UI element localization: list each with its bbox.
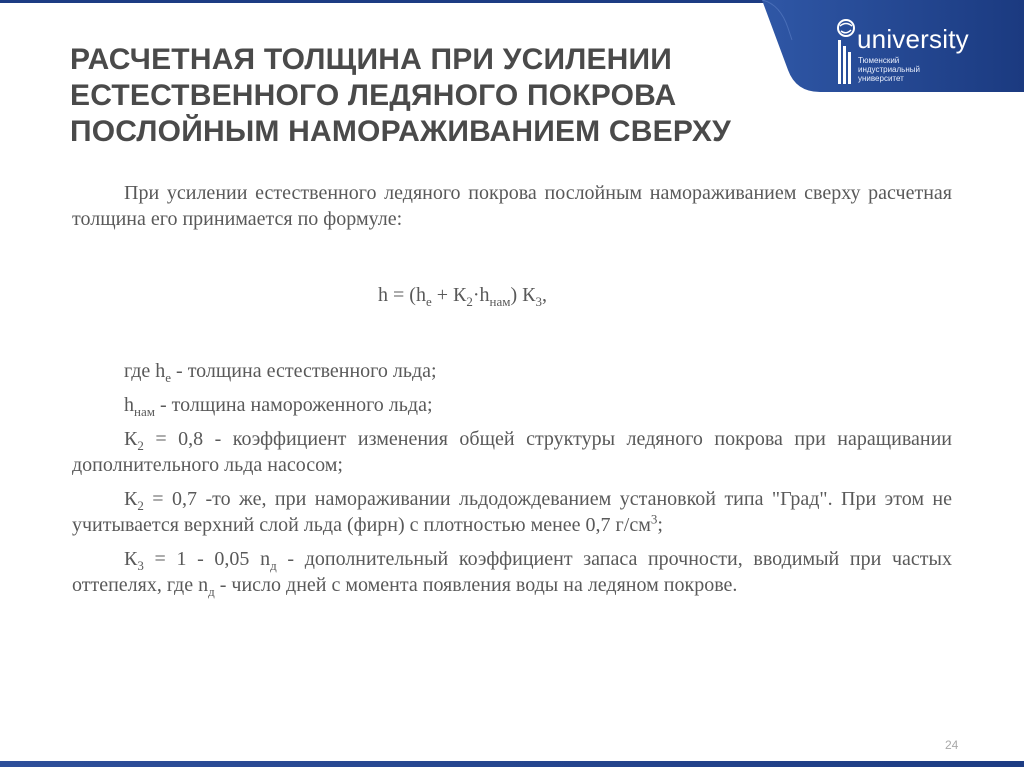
formula-part: + К xyxy=(431,284,467,306)
logo-wordmark: university xyxy=(857,24,969,54)
definition-hnam xyxy=(72,392,952,418)
definition-k2-pump xyxy=(72,426,952,478)
page-number: 24 xyxy=(945,738,959,752)
def-subscript: 3 xyxy=(137,558,144,573)
def-symbol: где h xyxy=(124,360,166,382)
formula-subscript: 2 xyxy=(466,294,473,309)
logo-subtitle-line: индустриальный xyxy=(858,65,920,74)
def-symbol: К xyxy=(124,488,138,510)
def-text: - дополнительный коэффициент запаса прочности, вводимый при частых оттепелях, где n xyxy=(72,548,952,596)
formula-part: ) К xyxy=(510,284,536,306)
formula-subscript: 3 xyxy=(535,294,542,309)
def-subscript: д xyxy=(208,584,215,599)
university-logo[interactable] xyxy=(836,18,1016,88)
def-text: ; xyxy=(657,514,663,536)
formula-subscript: нам xyxy=(489,294,511,309)
def-text: = 1 - 0,05 n xyxy=(143,548,271,570)
def-subscript: е xyxy=(165,370,172,385)
formula-part: h = (h xyxy=(378,284,426,306)
def-text: - толщина естественного льда; xyxy=(171,360,437,382)
definition-he xyxy=(72,358,952,384)
formula xyxy=(72,282,952,308)
def-text: - число дней с момента появления воды на ледяном покрове. xyxy=(214,574,738,596)
def-subscript: 2 xyxy=(137,498,144,513)
bottom-accent-line xyxy=(0,761,1024,767)
intro-paragraph: При усилении естественного ледяного покрова послойным намораживанием сверху расчетная толщина его принимается по формуле: xyxy=(72,182,952,230)
logo-subtitle-line: Тюменский xyxy=(858,56,900,65)
title-line: РАСЧЕТНАЯ ТОЛЩИНА ПРИ УСИЛЕНИИ xyxy=(70,43,673,76)
def-symbol: К xyxy=(124,428,138,450)
def-text: - толщина намороженного льда; xyxy=(154,394,433,416)
def-subscript: 2 xyxy=(137,438,144,453)
slide-title xyxy=(70,42,770,150)
logo-bars-icon xyxy=(838,40,852,84)
definition-k3 xyxy=(72,546,952,598)
globe-icon xyxy=(836,18,856,38)
def-subscript: нам xyxy=(134,404,155,419)
definition-k2-sprinkling xyxy=(72,486,952,538)
def-symbol: h xyxy=(124,394,134,416)
formula-subscript: е xyxy=(425,294,432,309)
def-superscript: 3 xyxy=(650,511,658,527)
def-subscript: д xyxy=(270,558,277,573)
def-symbol: К xyxy=(124,548,138,570)
title-line: ПОСЛОЙНЫМ НАМОРАЖИВАНИЕМ СВЕРХУ xyxy=(70,115,731,148)
slide-body xyxy=(72,180,952,598)
formula-part: ·h xyxy=(472,284,490,306)
title-line: ЕСТЕСТВЕННОГО ЛЕДЯНОГО ПОКРОВА xyxy=(70,79,677,112)
formula-part: , xyxy=(542,284,547,306)
logo-subtitle xyxy=(858,56,968,83)
def-text: = 0,7 -то же, при намораживании льдодождеванием установкой типа "Град". При этом не учитывается верхний слой льда (фирн) с плотностью менее 0,7 г/см xyxy=(72,488,952,536)
def-text: = 0,8 - коэффициент изменения общей структуры ледяного покрова при наращивании дополнительного льда насосом; xyxy=(72,428,952,476)
logo-subtitle-line: университет xyxy=(858,74,904,83)
